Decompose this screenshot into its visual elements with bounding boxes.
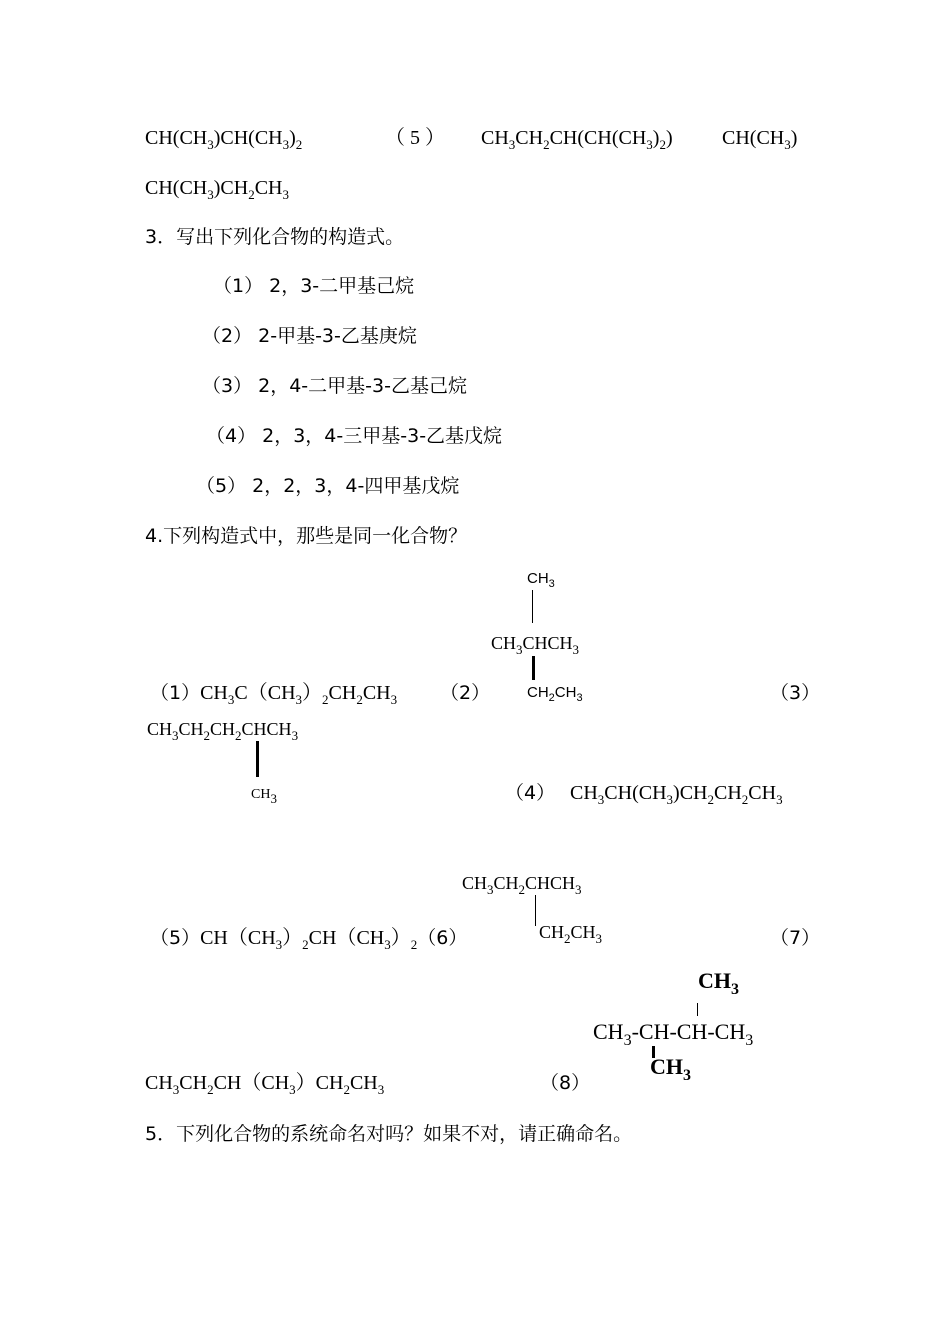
structure-2-main: $CH_3CHCH_3$: [491, 633, 580, 657]
structure-7-bond-up: [697, 1003, 698, 1016]
structure-5: $(5)CH(CH_3)_2CH(CH_3)_2(6)$: [150, 927, 468, 952]
structure-8-label: （8）: [540, 1072, 591, 1094]
structure-2-bottom: $CH_2CH_3$: [527, 684, 583, 704]
structure-3-bond: [256, 741, 259, 777]
item-5-label: （ 5 ）: [385, 127, 445, 149]
structure-2-label: （2）: [440, 682, 491, 704]
structure-1: $(1)CH_3C(CH_3)_2CH_2CH_3$: [150, 682, 398, 707]
structure-4-label: （4）: [505, 782, 556, 804]
formula-line-second: $CH(CH_3)CH_2CH_3$: [145, 177, 289, 202]
question-5-heading: 5．下列化合物的系统命名对吗？如果不对，请正确命名。: [145, 1123, 633, 1145]
question-3-item-2: （2） 2-甲基-3-乙基庚烷: [202, 325, 417, 347]
structure-4: $CH_3CH(CH_3)CH_2CH_2CH_3$: [570, 782, 783, 807]
structure-7-condensed: $CH_3CH_2CH(CH_3)CH_2CH_3$: [145, 1072, 385, 1097]
structure-3-label: （3）: [770, 682, 821, 704]
structure-6-main: $CH_3CH_2CHCH_3$: [462, 873, 582, 897]
structure-7-main: $CH_3-CH-CH-CH_3$: [593, 1019, 754, 1049]
structure-2-bond-up: [532, 590, 533, 623]
item-5-formula: $CH_3CH_2CH(CH(CH_3)_2)$: [481, 127, 673, 152]
question-4-heading: 4.下列构造式中，那些是同一化合物？: [145, 525, 468, 547]
structure-7-top: $CH_3$: [698, 968, 739, 998]
structure-3-main: $CH_3CH_2CH_2CHCH_3$: [147, 719, 299, 743]
structure-6-branch: $CH_2CH_3$: [539, 922, 603, 946]
question-3-item-3: （3） 2，4-二甲基-3-乙基己烷: [202, 375, 467, 397]
question-3-heading: 3．写出下列化合物的构造式。: [145, 226, 405, 248]
structure-2-top: $CH_3$: [527, 570, 555, 590]
item-5-formula-tail: $CH(CH_3)$: [722, 127, 798, 152]
formula-line-top: $CH(CH_3)CH(CH_3)_2$: [145, 127, 303, 152]
structure-7-bottom: $CH_3$: [650, 1054, 691, 1084]
question-3-item-1: （1） 2，3-二甲基己烷: [213, 275, 415, 297]
structure-2-bond-down: [532, 656, 535, 680]
structure-7-label: （7）: [770, 927, 821, 949]
question-3-item-5: （5） 2，2，3，4-四甲基戊烷: [196, 475, 460, 497]
structure-6-bond: [535, 895, 536, 926]
question-3-item-4: （4） 2，3，4-三甲基-3-乙基戊烷: [206, 425, 503, 447]
structure-3-branch: $CH_3$: [251, 787, 277, 806]
